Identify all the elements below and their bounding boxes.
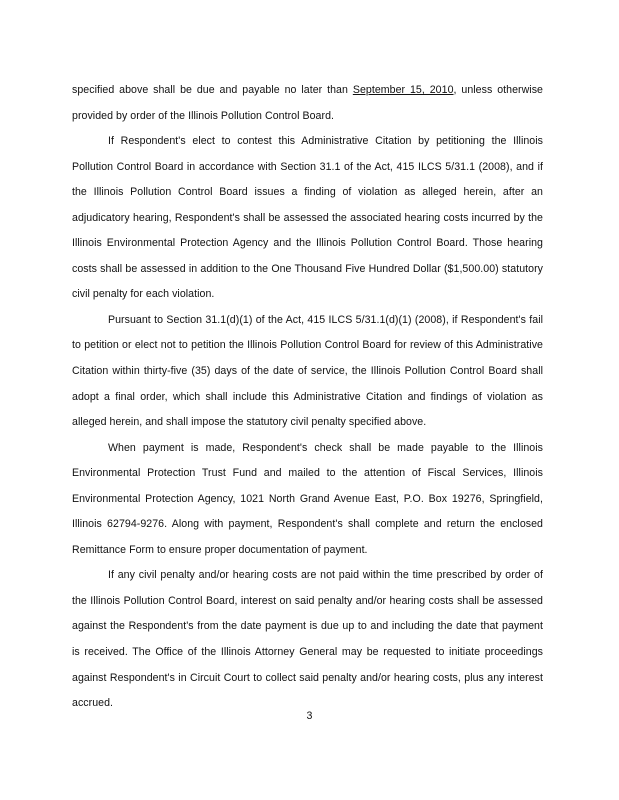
paragraph-failure-to-petition: Pursuant to Section 31.1(d)(1) of the Act, 415 ILCS 5/31.1(d)(1) (2008), if Respondent's fail to petition or elect not to petition the Illinois Pollution Control Board for review of this Administrative Citation within thirty-five (35) days of the date of service, the Illinois Pollution Control Board shall adopt a final order, which shall include this Administrative Citation and findings of violation as alleged herein, and shall impose the statutory civil penalty specified above. <box>72 313 543 429</box>
paragraph-contest-citation: If Respondent's elect to contest this Administrative Citation by petitioning the Illinois Pollution Control Board in accordance with Section 31.1 of the Act, 415 ILCS 5/31.1 (2008), and if the Illinois Pollution Control Board issues a finding of violation as alleged herein, after an adjudicatory hearing, Respondent's shall be assessed the associated hearing costs incurred by the Illinois Environmental Protection Agency and the Illinois Pollution Control Board. Those hearing costs shall be assessed in addition to the One Thousand Five Hundred Dollar ($1,500.00) statutory civil penalty for each violation. <box>72 135 543 301</box>
due-date: September 15, 2010 <box>352 84 454 96</box>
paragraph-payment-deadline-start: specified above shall be due and payable no later than <box>72 84 353 96</box>
paragraph-payment-deadline <box>72 78 543 129</box>
document-body <box>72 78 543 717</box>
paragraph-payment-instructions: When payment is made, Respondent's check shall be made payable to the Illinois Environmental Protection Trust Fund and mailed to the attention of Fiscal Services, Illinois Environmental Protection Agency, 1021 North Grand Avenue East, P.O. Box 19276, Springfield, Illinois 62794-9276. Along with payment, Respondent's shall complete and return the enclosed Remittance Form to ensure proper documentation of payment. <box>72 441 543 556</box>
paragraph-payment-deadline-end: , unless otherwise provided by order of the Illinois Pollution Control Board. <box>72 84 543 122</box>
paragraph-interest-collection: If any civil penalty and/or hearing costs are not paid within the time prescribed by order of the Illinois Pollution Control Board, interest on said penalty and/or hearing costs shall be assessed against the Respondent's from the date payment is due up to and including the date that payment is received. The Office of the Illinois Attorney General may be requested to initiate proceedings against Respondent's in Circuit Court to collect said penalty and/or hearing costs, plus any interest accrued. <box>72 569 543 710</box>
page-number: 3 <box>306 710 313 722</box>
